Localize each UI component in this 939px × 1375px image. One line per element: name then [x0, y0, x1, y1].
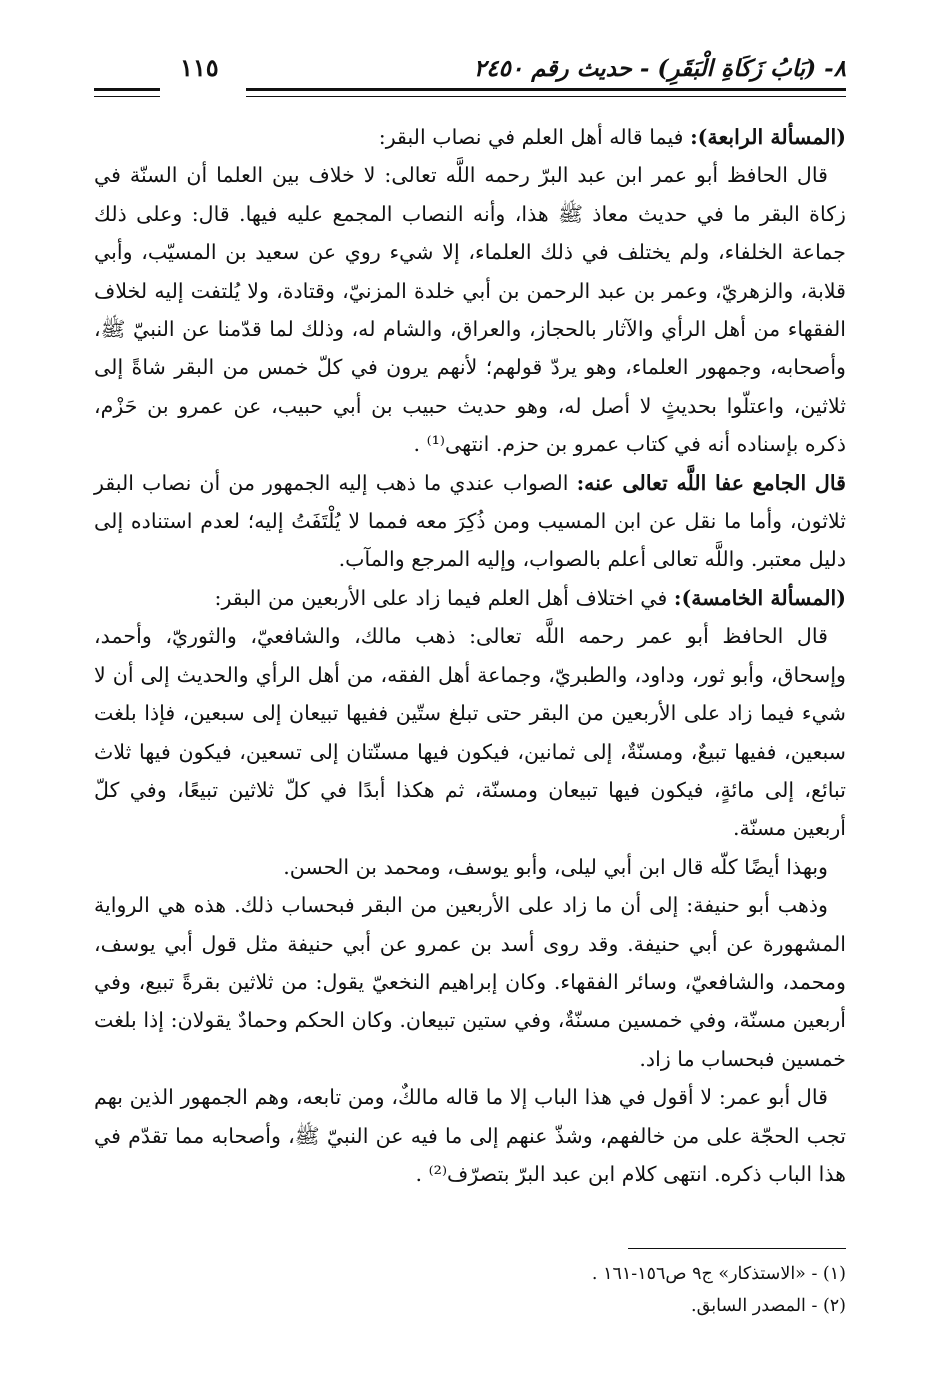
paragraph-abu-umar-opinion: قال الحافظ أبو عمر رحمه اللَّه تعالى: ذهب مالك، والشافعيّ، والثوريّ، وأحمد، وإسحاق، وأبو ثور، وداود، والطبريّ، وجماعة أهل الفقه، من أهل الرأي والحديث إلى أن لا شيء فيما زاد على الأربعين من البقر حتى تبلغ ستّين ففيها تبيعان إلى سبعين، فإذا بلغت سبعين، ففيها تبيعٌ، ومسنّةٌ، إلى ثمانين، فيكون فيها مسنّتان إلى تسعين، فيكون فيها ثلاث تبائع، إلى مائةٍ، فيكون فيها تبيعان ومسنّة، ثم هكذا أبدًا في كلّ ثلاثين تبيعًا، وفي كلّ أربعين مسنّة.	[94, 624, 846, 841]
running-title: ٨- (بَابُ زَكَاةِ الْبَقَرِ) - حديث رقم ٢٤٥٠	[473, 55, 846, 82]
paragraph-abu-umar-conclusion: قال أبو عمر: لا أقول في هذا الباب إلا ما قاله مالكٌ، ومن تابعه، وهم الجمهور الذين بهم تجب الحجّة على من خالفهم، وشذّ عنهم إلى ما فيه عن النبيّ ﷺ، وأصحابه مما تقدّم في هذا الباب ذكره. انتهى كلام ابن عبد البرّ بتصرّف⁽²⁾ .	[94, 1085, 846, 1186]
compiler-text: الصواب عندي ما ذهب إليه الجمهور من أن نصاب البقر ثلاثون، وأما ما نقل عن ابن المسيب ومن ذُكِرَ معه فمما لا يُلْتَفَتُ إليه؛ لعدم استناده إلى دليل معتبر. واللَّه تعالى أعلم بالصواب، وإليه المرجع والمآب.	[94, 470, 846, 572]
issue-five-label: (المسألة الخامسة):	[673, 585, 846, 610]
footnote-1: (١) - «الاستذكار» ج٩ ص١٥٦-١٦١ .	[591, 1264, 846, 1284]
main-text	[94, 118, 846, 1193]
page-number: ١١٥	[180, 53, 219, 82]
paragraph-issue-five	[94, 579, 846, 617]
issue-four-text: فيما قاله أهل العلم في نصاب البقر:	[378, 125, 691, 149]
paragraph-ibn-abi-layla: وبهذا أيضًا كلّه قال ابن أبي ليلى، وأبو يوسف، ومحمد بن الحسن.	[283, 854, 828, 879]
issue-five-text: في اختلاف أهل العلم فيما زاد على الأربعين من البقر:	[214, 585, 674, 610]
paragraph-issue-four	[94, 118, 846, 156]
footnotes	[94, 1258, 846, 1322]
compiler-label: قال الجامع عفا اللَّه تعالى عنه:	[576, 470, 846, 495]
footnote-rule	[628, 1248, 846, 1249]
paragraph-ibn-abd-al-barr: قال الحافظ أبو عمر ابن عبد البرّ رحمه اللَّه تعالى: لا خلاف بين العلما أن السنّة في زكاة البقر ما في حديث معاذ ﷺ هذا، وأنه النصاب المجمع عليه فيها. قال: وعلى ذلك جماعة الخلفاء، ولم يختلف في ذلك العلماء، إلا شيء روي عن سعيد بن المسيّب، وأبي قلابة، والزهريّ، وعمر بن عبد الرحمن بن أبي خلدة المزنيّ، وقتادة، ولا يُلتفت إليه لخلاف الفقهاء من أهل الرأي والآثار بالحجاز، والعراق، والشام له، وذلك لما قدّمنا عن النبيّ ﷺ، وأصحابه، وجمهور العلماء، وهو يردّ قولهم؛ لأنهم يرون في كلّ خمس من البقر شاةً إلى ثلاثين، واعتلّوا بحديثٍ لا أصل له، وهو حديث حبيب بن أبي حبيب، عن عمرو بن حَزْم، ذكره بإسناده أنه في كتاب عمرو بن حزم. انتهى⁽¹⁾ .	[94, 163, 846, 457]
header-rule-gap	[160, 82, 246, 102]
page-header	[94, 52, 846, 82]
paragraph-compiler-comment	[94, 464, 846, 579]
footnote-2: (٢) - المصدر السابق.	[691, 1296, 846, 1316]
issue-four-label: (المسألة الرابعة):	[690, 125, 846, 149]
paragraph-abu-hanifa: وذهب أبو حنيفة: إلى أن ما زاد على الأربعين من البقر فبحساب ذلك. هذه هي الرواية المشهورة عن أبي حنيفة. وقد روى أسد بن عمرو عن أبي حنيفة مثل قول أبي يوسف، ومحمد، والشافعيّ، وسائر الفقهاء. وكان إبراهيم النخعيّ يقول: من ثلاثين بقرةً تبيع، وفي أربعين مسنّة، وفي خمسين مسنّةٌ، وفي ستين تبيعان. وكان الحكم وحمادٌ يقولان: إذا بلغت خمسين فبحساب ما زاد.	[94, 893, 846, 1071]
